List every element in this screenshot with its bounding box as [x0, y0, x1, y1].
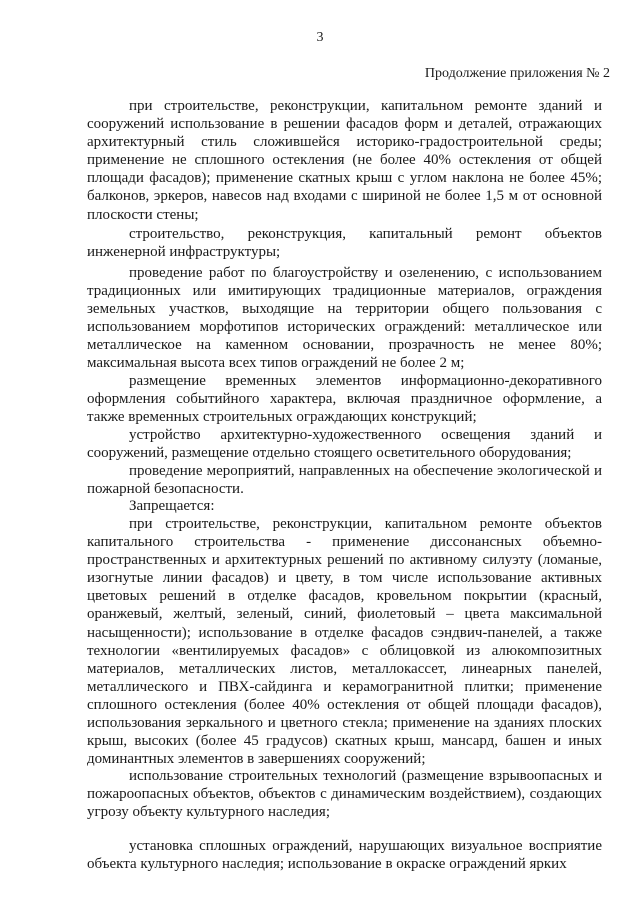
paragraph-prohibited-technologies: использование строительных технологий (размещение взрывоопасных и пожароопасных объектов, объектов с динамическим воздействием), создающих угрозу объекту культурного наследия;: [87, 768, 602, 821]
paragraph-lighting: устройство архитектурно-художественного освещения зданий и сооружений, размещение отдельно стоящего осветительного оборудования;: [87, 427, 602, 462]
prohibited-heading: Запрещается:: [129, 498, 215, 514]
paragraph-decoration: размещение временных элементов информационно-декоративного оформления событийного характера, включая праздничное оформление, а также временных строительных ограждающих конструкций;: [87, 373, 602, 426]
appendix-continuation-label: Продолжение приложения № 2: [424, 66, 610, 81]
paragraph-landscaping: проведение работ по благоустройству и озеленению, с использованием традиционных или имитирующих традиционные материалов, ограждения земельных участков, выходящие на территории общего пользования с использованием морфотипов исторических ограждений: металлическое или металлическое на каменном основании, прозрачность не менее 80%; максимальная высота всех типов ограждений не более 2 м;: [87, 265, 602, 372]
paragraph-prohibited-fences: установка сплошных ограждений, нарушающих визуальное восприятие объекта культурного наследия; использование в окраске ограждений ярких: [87, 838, 602, 873]
page-number: 3: [316, 30, 324, 45]
paragraph-prohibited-construction: при строительстве, реконструкции, капитальном ремонте объектов капитального строительства - применение диссонансных объемно-пространственных и архитектурных решений по активному силуэту (ломаные, изогнутые линии фасадов) и цвету, в том числе использование активных цветовых решений в отделке фасадов, кровельном покрытии (красный, оранжевый, желтый, зеленый, синий, фиолетовый – цвета максимальной насыщенности); использование в отделке фасадов сэндвич-панелей, а также технологии «вентилируемых фасадов» с облицовкой из алюкомпозитных материалов, металлических листов, металлокассет, линеарных панелей, металлического и ПВХ-сайдинга и керамогранитной плитки; применение сплошного остекления (более 40% остекления от общей площади фасадов), использования зеркального и цветного стекла; применение на зданиях плоских крыш, высоких (более 45 градусов) скатных крыш, мансард, башен и иных доминантных элементов в завершениях сооружений;: [87, 516, 602, 768]
paragraph-infrastructure: строительство, реконструкция, капитальный ремонт объектов инженерной инфраструктуры;: [87, 226, 602, 261]
paragraph-facades: при строительстве, реконструкции, капитальном ремонте зданий и сооружений использование в решении фасадов форм и деталей, отражающих архитектурный стиль сложившейся историко-градостроительной среды; применение не сплошного остекления (не более 40% остекления от общей площади фасадов); применение скатных крыш с углом наклона не более 45%; балконов, эркеров, навесов над входами с шириной не более 1,5 м от основной плоскости стены;: [87, 98, 602, 223]
paragraph-safety: проведение мероприятий, направленных на обеспечение экологической и пожарной безопасности.: [87, 463, 602, 498]
